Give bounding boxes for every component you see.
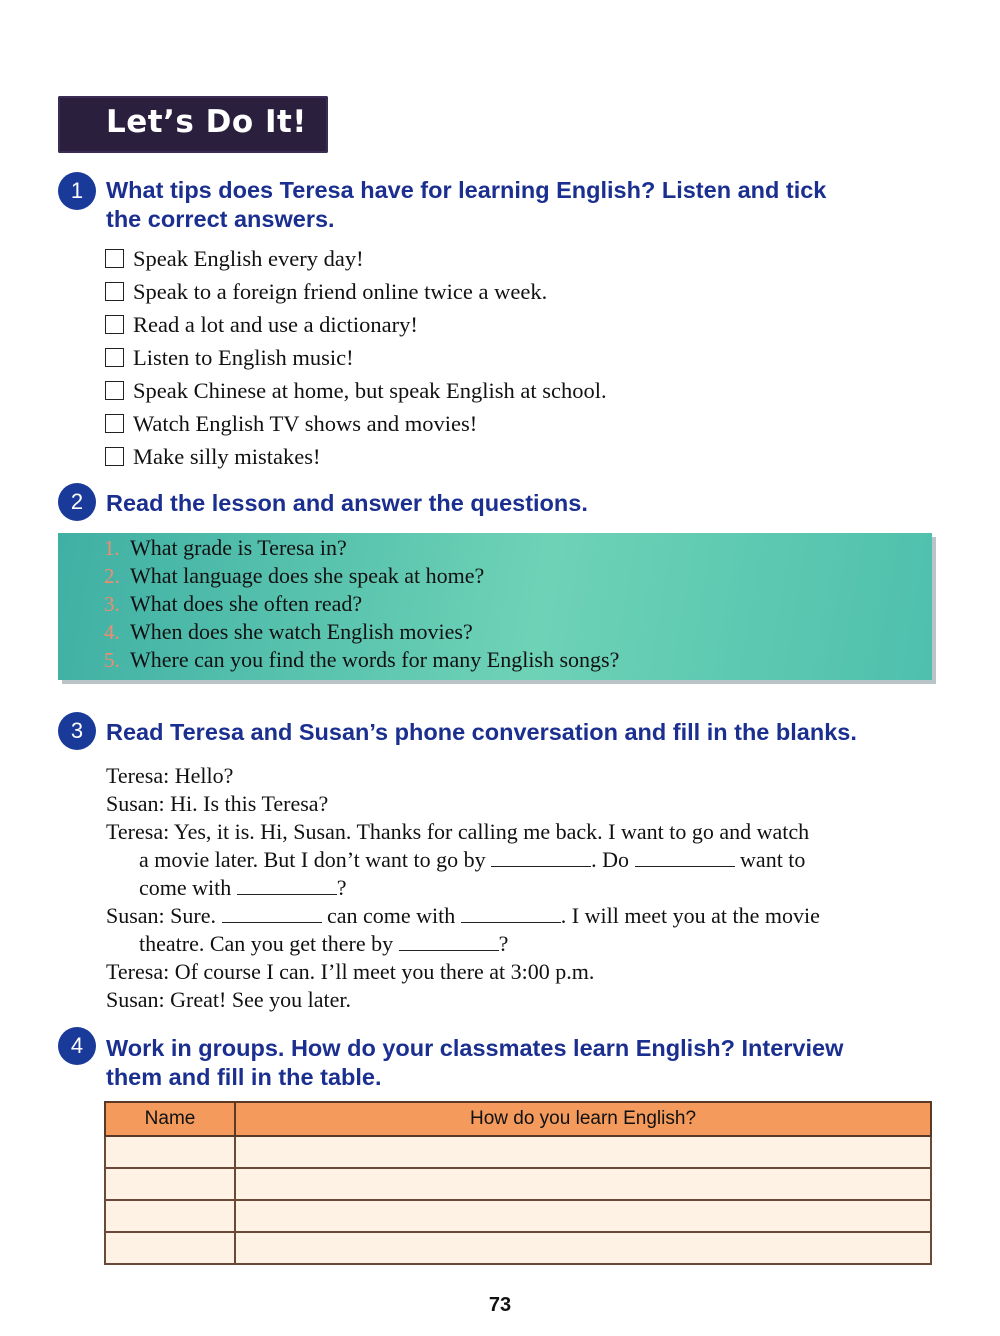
table-row [105, 1168, 931, 1200]
question-text: What does she often read? [130, 591, 363, 616]
section-4-title [106, 1034, 843, 1092]
dialog-text: . I will meet you at the movie [560, 903, 820, 928]
checkbox[interactable] [105, 249, 124, 268]
fill-blank[interactable] [399, 930, 499, 951]
question-text: When does she watch English movies? [130, 619, 473, 644]
tick-item-label: Speak Chinese at home, but speak English at school. [133, 377, 607, 403]
phone-conversation [106, 762, 936, 1014]
tick-list [105, 242, 607, 473]
table-cell[interactable] [105, 1168, 235, 1200]
dialog-line [106, 874, 936, 902]
checkbox[interactable] [105, 447, 124, 466]
section-3-title: Read Teresa and Susan’s phone conversation and fill in the blanks. [106, 719, 857, 745]
dialog-text: ? [498, 931, 509, 956]
fill-blank[interactable] [237, 874, 337, 895]
question-number: 5. [104, 647, 120, 672]
table-header-name: Name [105, 1102, 235, 1136]
fill-blank[interactable] [491, 846, 591, 867]
section-4-title-line1: Work in groups. How do your classmates learn English? Interview [106, 1035, 844, 1061]
header-banner [58, 96, 328, 153]
checkbox[interactable] [105, 348, 124, 367]
question-item [104, 618, 619, 646]
tick-item [105, 440, 607, 473]
tick-item [105, 374, 607, 407]
section-4-number: 4 [58, 1027, 96, 1065]
table-cell[interactable] [105, 1200, 235, 1232]
tick-item [105, 242, 607, 275]
question-text: What grade is Teresa in? [130, 535, 347, 560]
tick-item-label: Watch English TV shows and movies! [133, 410, 478, 436]
dialog-line: Teresa: Of course I can. I’ll meet you there at 3:00 p.m. [106, 959, 595, 984]
dialog-text: ? [336, 875, 347, 900]
dialog-text: come with [139, 875, 232, 900]
dialog-line: Teresa: Yes, it is. Hi, Susan. Thanks for calling me back. I want to go and watch [106, 819, 810, 844]
table-header-method: How do you learn English? [235, 1102, 931, 1136]
fill-blank[interactable] [635, 846, 735, 867]
table-row [105, 1232, 931, 1264]
dialog-text: a movie later. But I don’t want to go by [139, 847, 486, 872]
section-1-number: 1 [58, 172, 96, 210]
table-cell[interactable] [105, 1136, 235, 1168]
dialog-text: want to [740, 847, 806, 872]
section-4-title-line2: them and fill in the table. [106, 1064, 382, 1090]
question-item [104, 590, 619, 618]
checkbox[interactable] [105, 381, 124, 400]
question-item [104, 534, 619, 562]
question-number: 1. [104, 535, 120, 560]
table-cell[interactable] [235, 1136, 931, 1168]
table-cell[interactable] [235, 1200, 931, 1232]
dialog-line: Susan: Great! See you later. [106, 987, 351, 1012]
question-number: 4. [104, 619, 120, 644]
page-number: 73 [488, 1294, 512, 1316]
section-1-title [106, 176, 826, 234]
tick-item-label: Make silly mistakes! [133, 443, 321, 469]
checkbox[interactable] [105, 414, 124, 433]
dialog-line [106, 902, 936, 930]
dialog-text: Susan: Sure. [106, 903, 216, 928]
table-header-row [105, 1102, 931, 1136]
question-list [104, 534, 619, 674]
tick-item-label: Speak to a foreign friend online twice a week. [133, 278, 548, 304]
dialog-line: Susan: Hi. Is this Teresa? [106, 791, 329, 816]
dialog-text: can come with [327, 903, 456, 928]
tick-item-label: Speak English every day! [133, 245, 364, 271]
question-number: 3. [104, 591, 120, 616]
fill-blank[interactable] [222, 902, 322, 923]
question-number: 2. [104, 563, 120, 588]
checkbox[interactable] [105, 315, 124, 334]
tick-item [105, 407, 607, 440]
dialog-line: Teresa: Hello? [106, 763, 234, 788]
tick-item [105, 308, 607, 341]
section-2-title: Read the lesson and answer the questions. [106, 490, 588, 516]
table-cell[interactable] [235, 1232, 931, 1264]
tick-item-label: Listen to English music! [133, 344, 354, 370]
tick-item [105, 341, 607, 374]
table-row [105, 1136, 931, 1168]
dialog-text: theatre. Can you get there by [139, 931, 394, 956]
section-2-number: 2 [58, 483, 96, 521]
section-3-number: 3 [58, 712, 96, 750]
dialog-line [106, 930, 936, 958]
question-item [104, 646, 619, 674]
dialog-line [106, 846, 936, 874]
table-cell[interactable] [105, 1232, 235, 1264]
table-cell[interactable] [235, 1168, 931, 1200]
checkbox[interactable] [105, 282, 124, 301]
table-row [105, 1200, 931, 1232]
section-1-title-line1: What tips does Teresa have for learning English? Listen and tick [106, 177, 827, 203]
tick-item-label: Read a lot and use a dictionary! [133, 311, 418, 337]
fill-blank[interactable] [461, 902, 561, 923]
interview-table [104, 1101, 932, 1265]
question-item [104, 562, 619, 590]
question-text: Where can you find the words for many English songs? [130, 647, 620, 672]
question-text: What language does she speak at home? [130, 563, 485, 588]
tick-item [105, 275, 607, 308]
dialog-text: . Do [591, 847, 630, 872]
header-title: Let’s Do It! [106, 104, 307, 140]
section-1-title-line2: the correct answers. [106, 206, 335, 232]
